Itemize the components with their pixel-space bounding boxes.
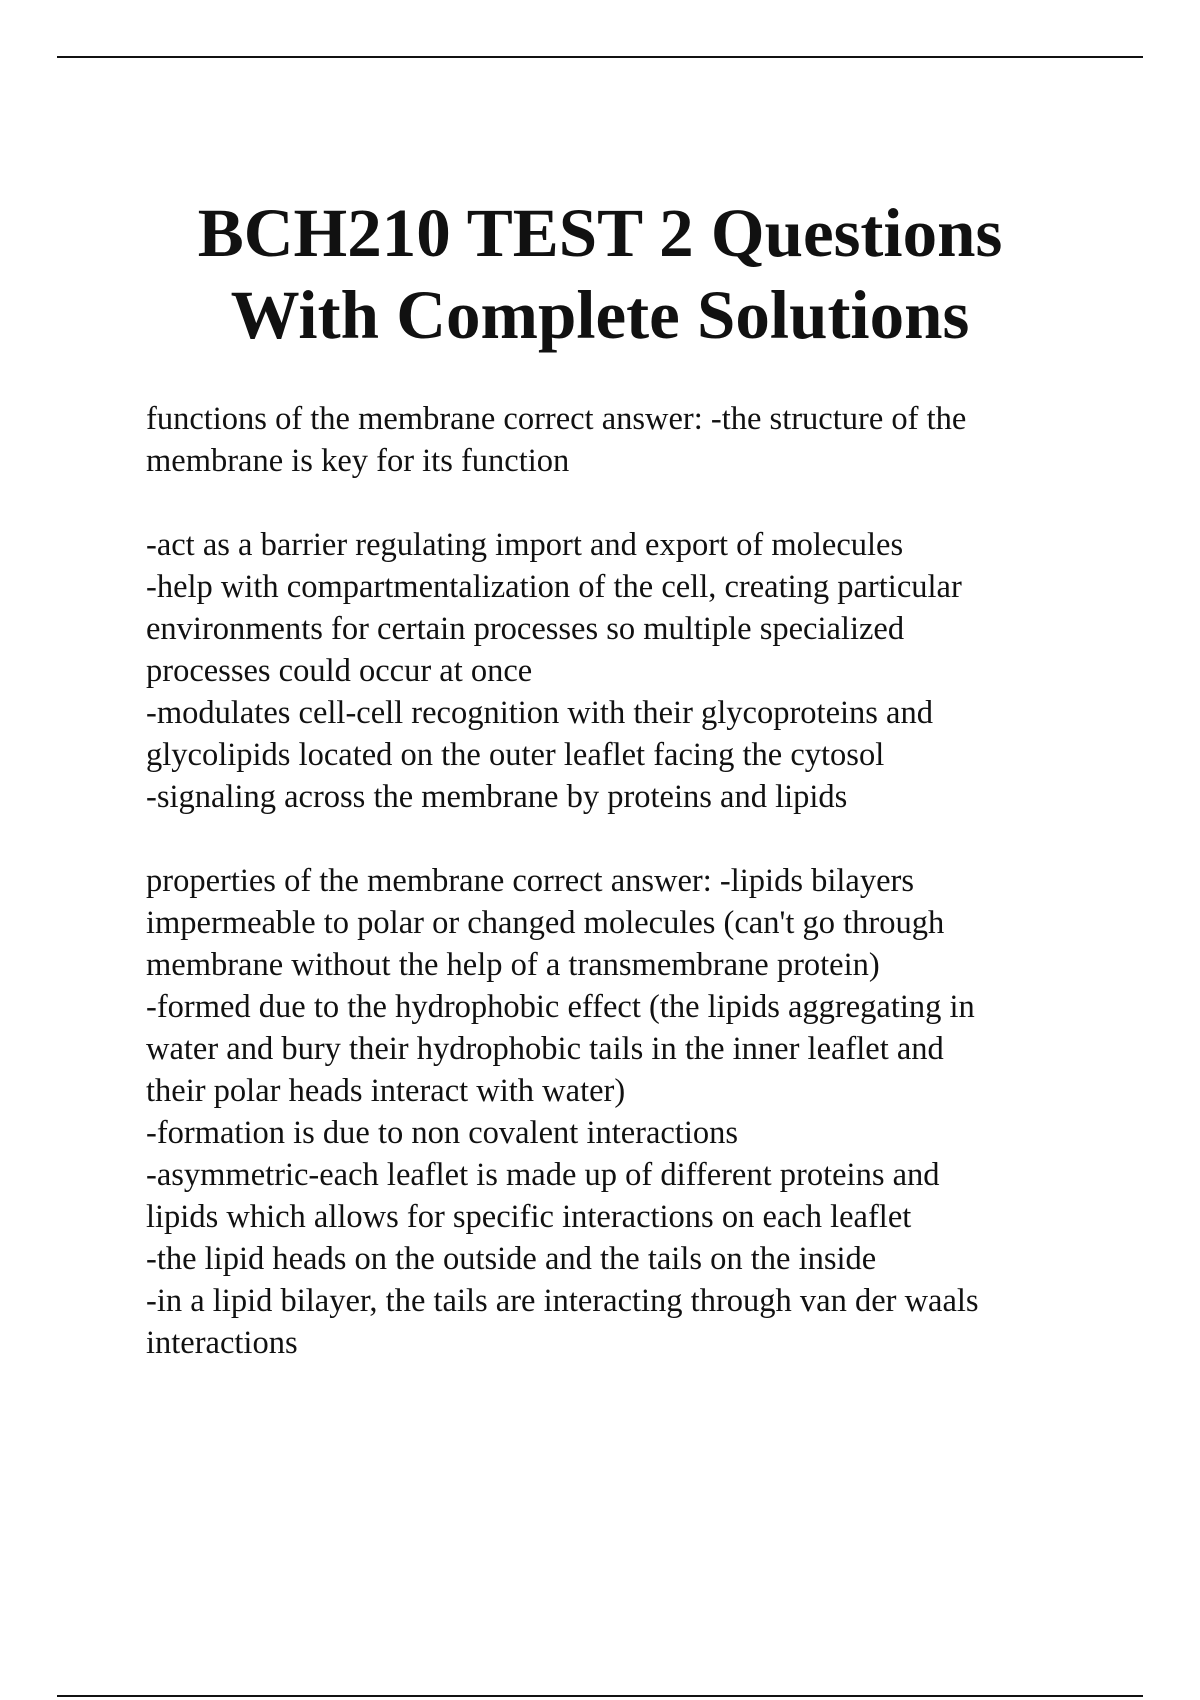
text-line: their polar heads interact with water) — [146, 1073, 626, 1109]
text-line: impermeable to polar or changed molecules (can't go through — [146, 905, 945, 941]
text-line: glycolipids located on the outer leaflet facing the cytosol — [146, 737, 885, 773]
text-line: -modulates cell-cell recognition with their glycoproteins and — [146, 695, 933, 731]
text-line: -formed due to the hydrophobic effect (the lipids aggregating in — [146, 989, 975, 1025]
text-line: functions of the membrane correct answer: -the structure of the — [146, 401, 967, 437]
text-line: -asymmetric-each leaflet is made up of different proteins and — [146, 1157, 940, 1193]
membrane-properties-question — [146, 860, 1146, 1364]
title-line-2: With Complete Solutions — [230, 277, 970, 353]
bottom-divider — [57, 1695, 1143, 1697]
text-line: membrane is key for its function — [146, 443, 570, 479]
text-line: -signaling across the membrane by proteins and lipids — [146, 779, 848, 815]
text-line: properties of the membrane correct answer: -lipids bilayers — [146, 863, 914, 899]
text-line: -help with compartmentalization of the cell, creating particular — [146, 569, 962, 605]
text-line: interactions — [146, 1325, 298, 1361]
paragraph-spacer — [146, 818, 1146, 860]
text-line: -the lipid heads on the outside and the tails on the inside — [146, 1241, 877, 1277]
paragraph-spacer — [146, 482, 1146, 524]
membrane-functions-answer-list — [146, 524, 1146, 818]
top-divider — [57, 56, 1143, 58]
text-line: lipids which allows for specific interactions on each leaflet — [146, 1199, 912, 1235]
text-line: -act as a barrier regulating import and export of molecules — [146, 527, 904, 563]
text-line: water and bury their hydrophobic tails in the inner leaflet and — [146, 1031, 944, 1067]
document-body — [146, 398, 1146, 1364]
text-line: processes could occur at once — [146, 653, 533, 689]
membrane-functions-question — [146, 398, 1146, 482]
text-line: environments for certain processes so multiple specialized — [146, 611, 905, 647]
document-title — [0, 192, 1200, 356]
title-line-1: BCH210 TEST 2 Questions — [197, 195, 1003, 271]
text-line: -in a lipid bilayer, the tails are interacting through van der waals — [146, 1283, 979, 1319]
text-line: membrane without the help of a transmembrane protein) — [146, 947, 880, 983]
text-line: -formation is due to non covalent interactions — [146, 1115, 739, 1151]
